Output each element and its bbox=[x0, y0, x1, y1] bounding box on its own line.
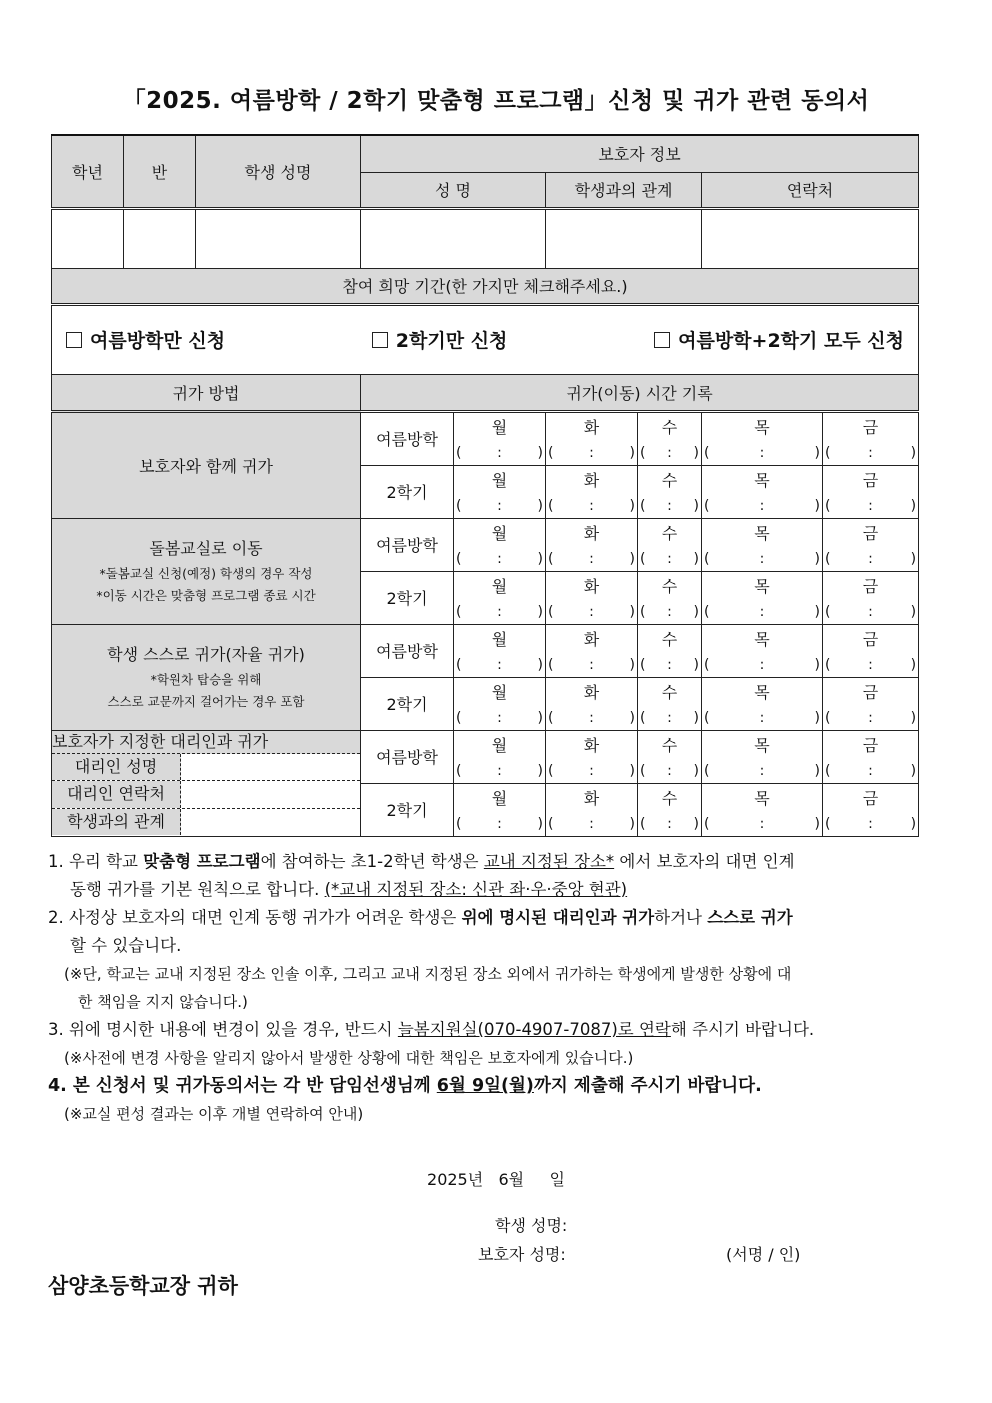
method-proxy-title: 보호자가 지정한 대리인과 귀가 bbox=[52, 731, 360, 754]
method-self-note: 스스로 교문까지 걸어가는 경우 포함 bbox=[107, 693, 305, 709]
time-cell-tue[interactable]: 화 ( : ) bbox=[548, 735, 635, 779]
time-cell-fri[interactable]: 금 ( : ) bbox=[825, 788, 917, 832]
addressee: 삼양초등학교장 귀하 bbox=[48, 1274, 238, 1298]
time-cell-tue[interactable]: 화 ( : ) bbox=[548, 417, 635, 461]
relation-field[interactable] bbox=[546, 208, 702, 268]
time-cell-fri[interactable]: 금 ( : ) bbox=[825, 470, 917, 514]
method-guardian-title: 보호자와 함께 귀가 bbox=[139, 456, 273, 476]
notes-section bbox=[48, 848, 928, 1128]
proxy-contact-field[interactable] bbox=[181, 781, 360, 807]
term-label: 여름방학 bbox=[361, 518, 454, 571]
time-cell-wed[interactable]: 수 ( : ) bbox=[640, 682, 699, 726]
student-name-header: 학생 성명 bbox=[196, 135, 361, 208]
time-cell-tue[interactable]: 화 ( : ) bbox=[548, 682, 635, 726]
document-title: 「2025. 여름방학 / 2학기 맞춤형 프로그램」신청 및 귀가 관련 동의서 bbox=[122, 88, 870, 114]
time-cell-fri[interactable]: 금 ( : ) bbox=[825, 523, 917, 567]
term-label: 여름방학 bbox=[361, 730, 454, 783]
application-table bbox=[51, 134, 919, 837]
proxy-contact-label: 대리인 연락처 bbox=[52, 781, 181, 807]
time-cell-mon[interactable]: 월 ( : ) bbox=[456, 735, 543, 779]
note-2-cont: 할 수 있습니다. bbox=[70, 936, 182, 955]
time-cell-mon[interactable]: 월 ( : ) bbox=[456, 576, 543, 620]
time-cell-fri[interactable]: 금 ( : ) bbox=[825, 417, 917, 461]
note-4: 4. 본 신청서 및 귀가동의서는 각 반 담임선생님께 6월 9일(월)까지 제출해 주시기 바랍니다. bbox=[48, 1076, 762, 1096]
time-cell-wed[interactable]: 수 ( : ) bbox=[640, 576, 699, 620]
class-field[interactable] bbox=[124, 208, 196, 268]
time-cell-tue[interactable]: 화 ( : ) bbox=[548, 788, 635, 832]
time-cell-thu[interactable]: 목 ( : ) bbox=[704, 576, 820, 620]
method-care-room-note: *이동 시간은 맞춤형 프로그램 종료 시간 bbox=[96, 587, 316, 603]
note-4-disclaimer: (※교실 편성 결과는 이후 개별 연락하여 안내) bbox=[64, 1105, 364, 1123]
time-cell-thu[interactable]: 목 ( : ) bbox=[704, 417, 820, 461]
guardian-name-header: 성 명 bbox=[361, 172, 546, 208]
contact-header: 연락처 bbox=[702, 172, 919, 208]
option-summer-only[interactable] bbox=[66, 326, 225, 353]
term-label: 2학기 bbox=[361, 677, 454, 730]
time-cell-wed[interactable]: 수 ( : ) bbox=[640, 523, 699, 567]
time-cell-mon[interactable]: 월 ( : ) bbox=[456, 470, 543, 514]
student-name-field[interactable] bbox=[196, 208, 361, 268]
term-label: 2학기 bbox=[361, 783, 454, 836]
proxy-relation-field[interactable] bbox=[181, 809, 360, 835]
time-cell-tue[interactable]: 화 ( : ) bbox=[548, 523, 635, 567]
term-label: 여름방학 bbox=[361, 624, 454, 677]
checkbox-icon[interactable] bbox=[654, 332, 670, 348]
note-2: 2. 사정상 보호자의 대면 인계 동행 귀가가 어려운 학생은 위에 명시된 대리인과 귀가하거나 스스로 귀가 bbox=[48, 908, 793, 927]
guardian-info-header: 보호자 정보 bbox=[361, 135, 919, 172]
time-cell-mon[interactable]: 월 ( : ) bbox=[456, 682, 543, 726]
time-cell-wed[interactable]: 수 ( : ) bbox=[640, 417, 699, 461]
term-label: 2학기 bbox=[361, 465, 454, 518]
method-care-room-note: *돌봄교실 신청(예정) 학생의 경우 작성 bbox=[99, 565, 313, 581]
time-cell-wed[interactable]: 수 ( : ) bbox=[640, 788, 699, 832]
return-method-header: 귀가 방법 bbox=[52, 374, 361, 411]
proxy-name-label: 대리인 성명 bbox=[52, 754, 181, 780]
time-cell-mon[interactable]: 월 ( : ) bbox=[456, 523, 543, 567]
guardian-sign-label: 보호자 성명: bbox=[478, 1245, 566, 1264]
time-cell-mon[interactable]: 월 ( : ) bbox=[456, 629, 543, 673]
grade-header: 학년 bbox=[52, 135, 124, 208]
seal-label: (서명 / 인) bbox=[726, 1245, 801, 1264]
time-cell-mon[interactable]: 월 ( : ) bbox=[456, 788, 543, 832]
proxy-name-field[interactable] bbox=[181, 754, 360, 780]
time-cell-thu[interactable]: 목 ( : ) bbox=[704, 682, 820, 726]
note-3: 3. 위에 명시한 내용에 변경이 있을 경우, 반드시 늘봄지원실(070-4907-7087)로 연락해 주시기 바랍니다. bbox=[48, 1020, 815, 1039]
method-guardian bbox=[52, 411, 361, 518]
time-cell-tue[interactable]: 화 ( : ) bbox=[548, 470, 635, 514]
time-cell-tue[interactable]: 화 ( : ) bbox=[548, 576, 635, 620]
period-header: 참여 희망 기간(한 가지만 체크해주세요.) bbox=[52, 268, 919, 304]
method-care-room-title: 돌봄교실로 이동 bbox=[149, 538, 263, 558]
method-proxy bbox=[52, 730, 361, 836]
option-both[interactable] bbox=[654, 326, 904, 353]
time-cell-thu[interactable]: 목 ( : ) bbox=[704, 735, 820, 779]
method-self bbox=[52, 624, 361, 730]
option-semester-only-label: 2학기만 신청 bbox=[395, 330, 508, 352]
time-cell-thu[interactable]: 목 ( : ) bbox=[704, 470, 820, 514]
term-label: 2학기 bbox=[361, 571, 454, 624]
option-summer-only-label: 여름방학만 신청 bbox=[90, 330, 226, 352]
option-both-label: 여름방학+2학기 모두 신청 bbox=[678, 330, 905, 352]
note-2-disclaimer: (※단, 학교는 교내 지정된 장소 인솔 이후, 그리고 교내 지정된 장소 외에서 귀가하는 학생에게 발생한 상황에 대 bbox=[64, 965, 792, 983]
checkbox-icon[interactable] bbox=[372, 332, 388, 348]
method-care-room bbox=[52, 518, 361, 624]
time-cell-fri[interactable]: 금 ( : ) bbox=[825, 735, 917, 779]
time-cell-fri[interactable]: 금 ( : ) bbox=[825, 682, 917, 726]
time-cell-wed[interactable]: 수 ( : ) bbox=[640, 735, 699, 779]
relation-header: 학생과의 관계 bbox=[546, 172, 702, 208]
guardian-name-field[interactable] bbox=[361, 208, 546, 268]
note-1: 1. 우리 학교 맞춤형 프로그램에 참여하는 초1-2학년 학생은 교내 지정된 장소* 에서 보호자의 대면 인계 bbox=[48, 852, 795, 871]
time-cell-thu[interactable]: 목 ( : ) bbox=[704, 788, 820, 832]
return-time-header: 귀가(이동) 시간 기록 bbox=[361, 374, 919, 411]
proxy-relation-label: 학생과의 관계 bbox=[52, 809, 181, 835]
time-cell-fri[interactable]: 금 ( : ) bbox=[825, 576, 917, 620]
time-cell-thu[interactable]: 목 ( : ) bbox=[704, 629, 820, 673]
note-2-disclaimer-cont: 한 책임을 지지 않습니다.) bbox=[78, 993, 248, 1011]
time-cell-fri[interactable]: 금 ( : ) bbox=[825, 629, 917, 673]
note-1-cont: 동행 귀가를 기본 원칙으로 합니다. (*교내 지정된 장소: 신관 좌·우·중앙 현관) bbox=[70, 880, 628, 899]
method-self-note: *학원차 탑승을 위해 bbox=[150, 671, 262, 687]
time-cell-wed[interactable]: 수 ( : ) bbox=[640, 629, 699, 673]
time-cell-tue[interactable]: 화 ( : ) bbox=[548, 629, 635, 673]
time-cell-mon[interactable]: 월 ( : ) bbox=[456, 417, 543, 461]
time-cell-wed[interactable]: 수 ( : ) bbox=[640, 470, 699, 514]
period-options bbox=[52, 304, 919, 374]
time-cell-thu[interactable]: 목 ( : ) bbox=[704, 523, 820, 567]
student-sign-label: 학생 성명: bbox=[495, 1216, 568, 1235]
checkbox-icon[interactable] bbox=[66, 332, 82, 348]
note-3-disclaimer: (※사전에 변경 사항을 알리지 않아서 발생한 상황에 대한 책임은 보호자에게 있습니다.) bbox=[64, 1049, 634, 1067]
class-header: 반 bbox=[124, 135, 196, 208]
method-self-title: 학생 스스로 귀가(자율 귀가) bbox=[107, 644, 305, 664]
date-line: 2025년 6월 일 bbox=[427, 1170, 565, 1189]
option-semester-only[interactable] bbox=[372, 326, 508, 353]
term-label: 여름방학 bbox=[361, 411, 454, 465]
contact-field[interactable] bbox=[702, 208, 919, 268]
grade-field[interactable] bbox=[52, 208, 124, 268]
